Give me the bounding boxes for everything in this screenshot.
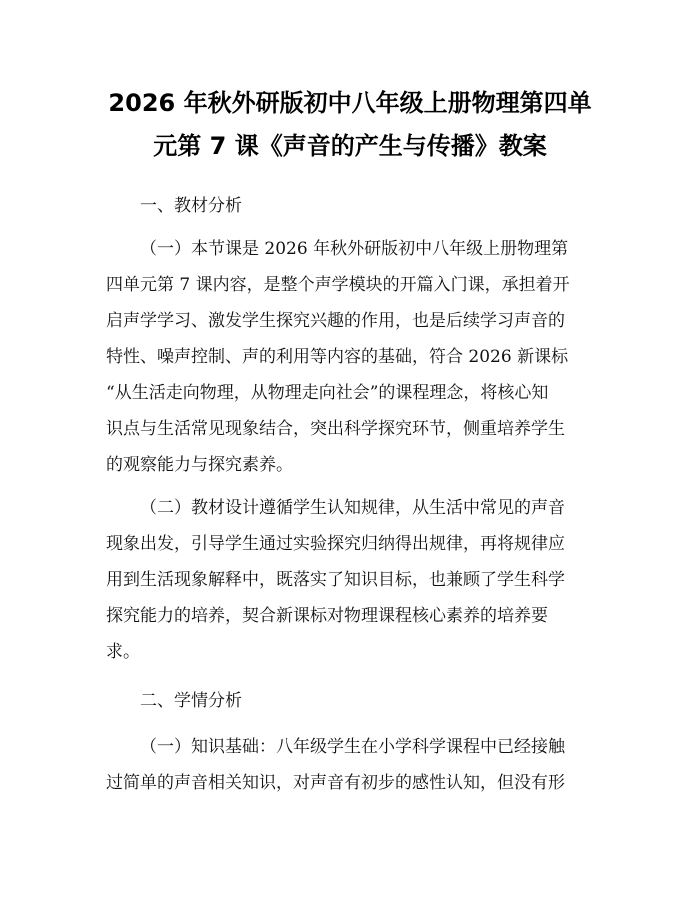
paragraph-1-line-1: （一）本节课是 2026 年秋外研版初中八年级上册物理第 [140, 239, 569, 259]
paragraph-2-line-1: （二）教材设计遵循学生认知规律，从生活中常见的声音 [140, 498, 565, 518]
section-heading-learner-analysis: 二、学情分析 [140, 691, 242, 711]
paragraph-2-line-4: 探究能力的培养，契合新课标对物理课程核心素养的培养要 [106, 606, 548, 626]
paragraph-1-line-6: 识点与生活常见现象结合，突出科学探究环节，侧重培养学生 [106, 419, 565, 439]
paragraph-2-line-5: 求。 [106, 642, 140, 662]
paragraph-2-line-3: 用到生活现象解释中，既落实了知识目标，也兼顾了学生科学 [106, 570, 565, 590]
paragraph-1-line-3: 启声学学习、激发学生探究兴趣的作用，也是后续学习声音的 [106, 311, 565, 331]
paragraph-1-line-2: 四单元第 7 课内容，是整个声学模块的开篇入门课，承担着开 [106, 275, 570, 295]
document-title-line-2: 元第 7 课《声音的产生与传播》教案 [153, 132, 547, 160]
paragraph-3-line-2: 过简单的声音相关知识，对声音有初步的感性认知，但没有形 [106, 773, 565, 793]
document-title-line-1: 2026 年秋外研版初中八年级上册物理第四单 [108, 89, 592, 117]
paragraph-1-line-5: “从生活走向物理，从物理走向社会”的课程理念，将核心知 [106, 383, 549, 403]
section-heading-textbook-analysis: 一、教材分析 [140, 196, 242, 216]
paragraph-3-line-1: （一）知识基础：八年级学生在小学科学课程中已经接触 [140, 737, 565, 757]
paragraph-1-line-7: 的观察能力与探究素养。 [106, 455, 293, 475]
paragraph-2-line-2: 现象出发，引导学生通过实验探究归纳得出规律，再将规律应 [106, 534, 565, 554]
paragraph-1-line-4: 特性、噪声控制、声的利用等内容的基础，符合 2026 新课标 [106, 347, 569, 367]
